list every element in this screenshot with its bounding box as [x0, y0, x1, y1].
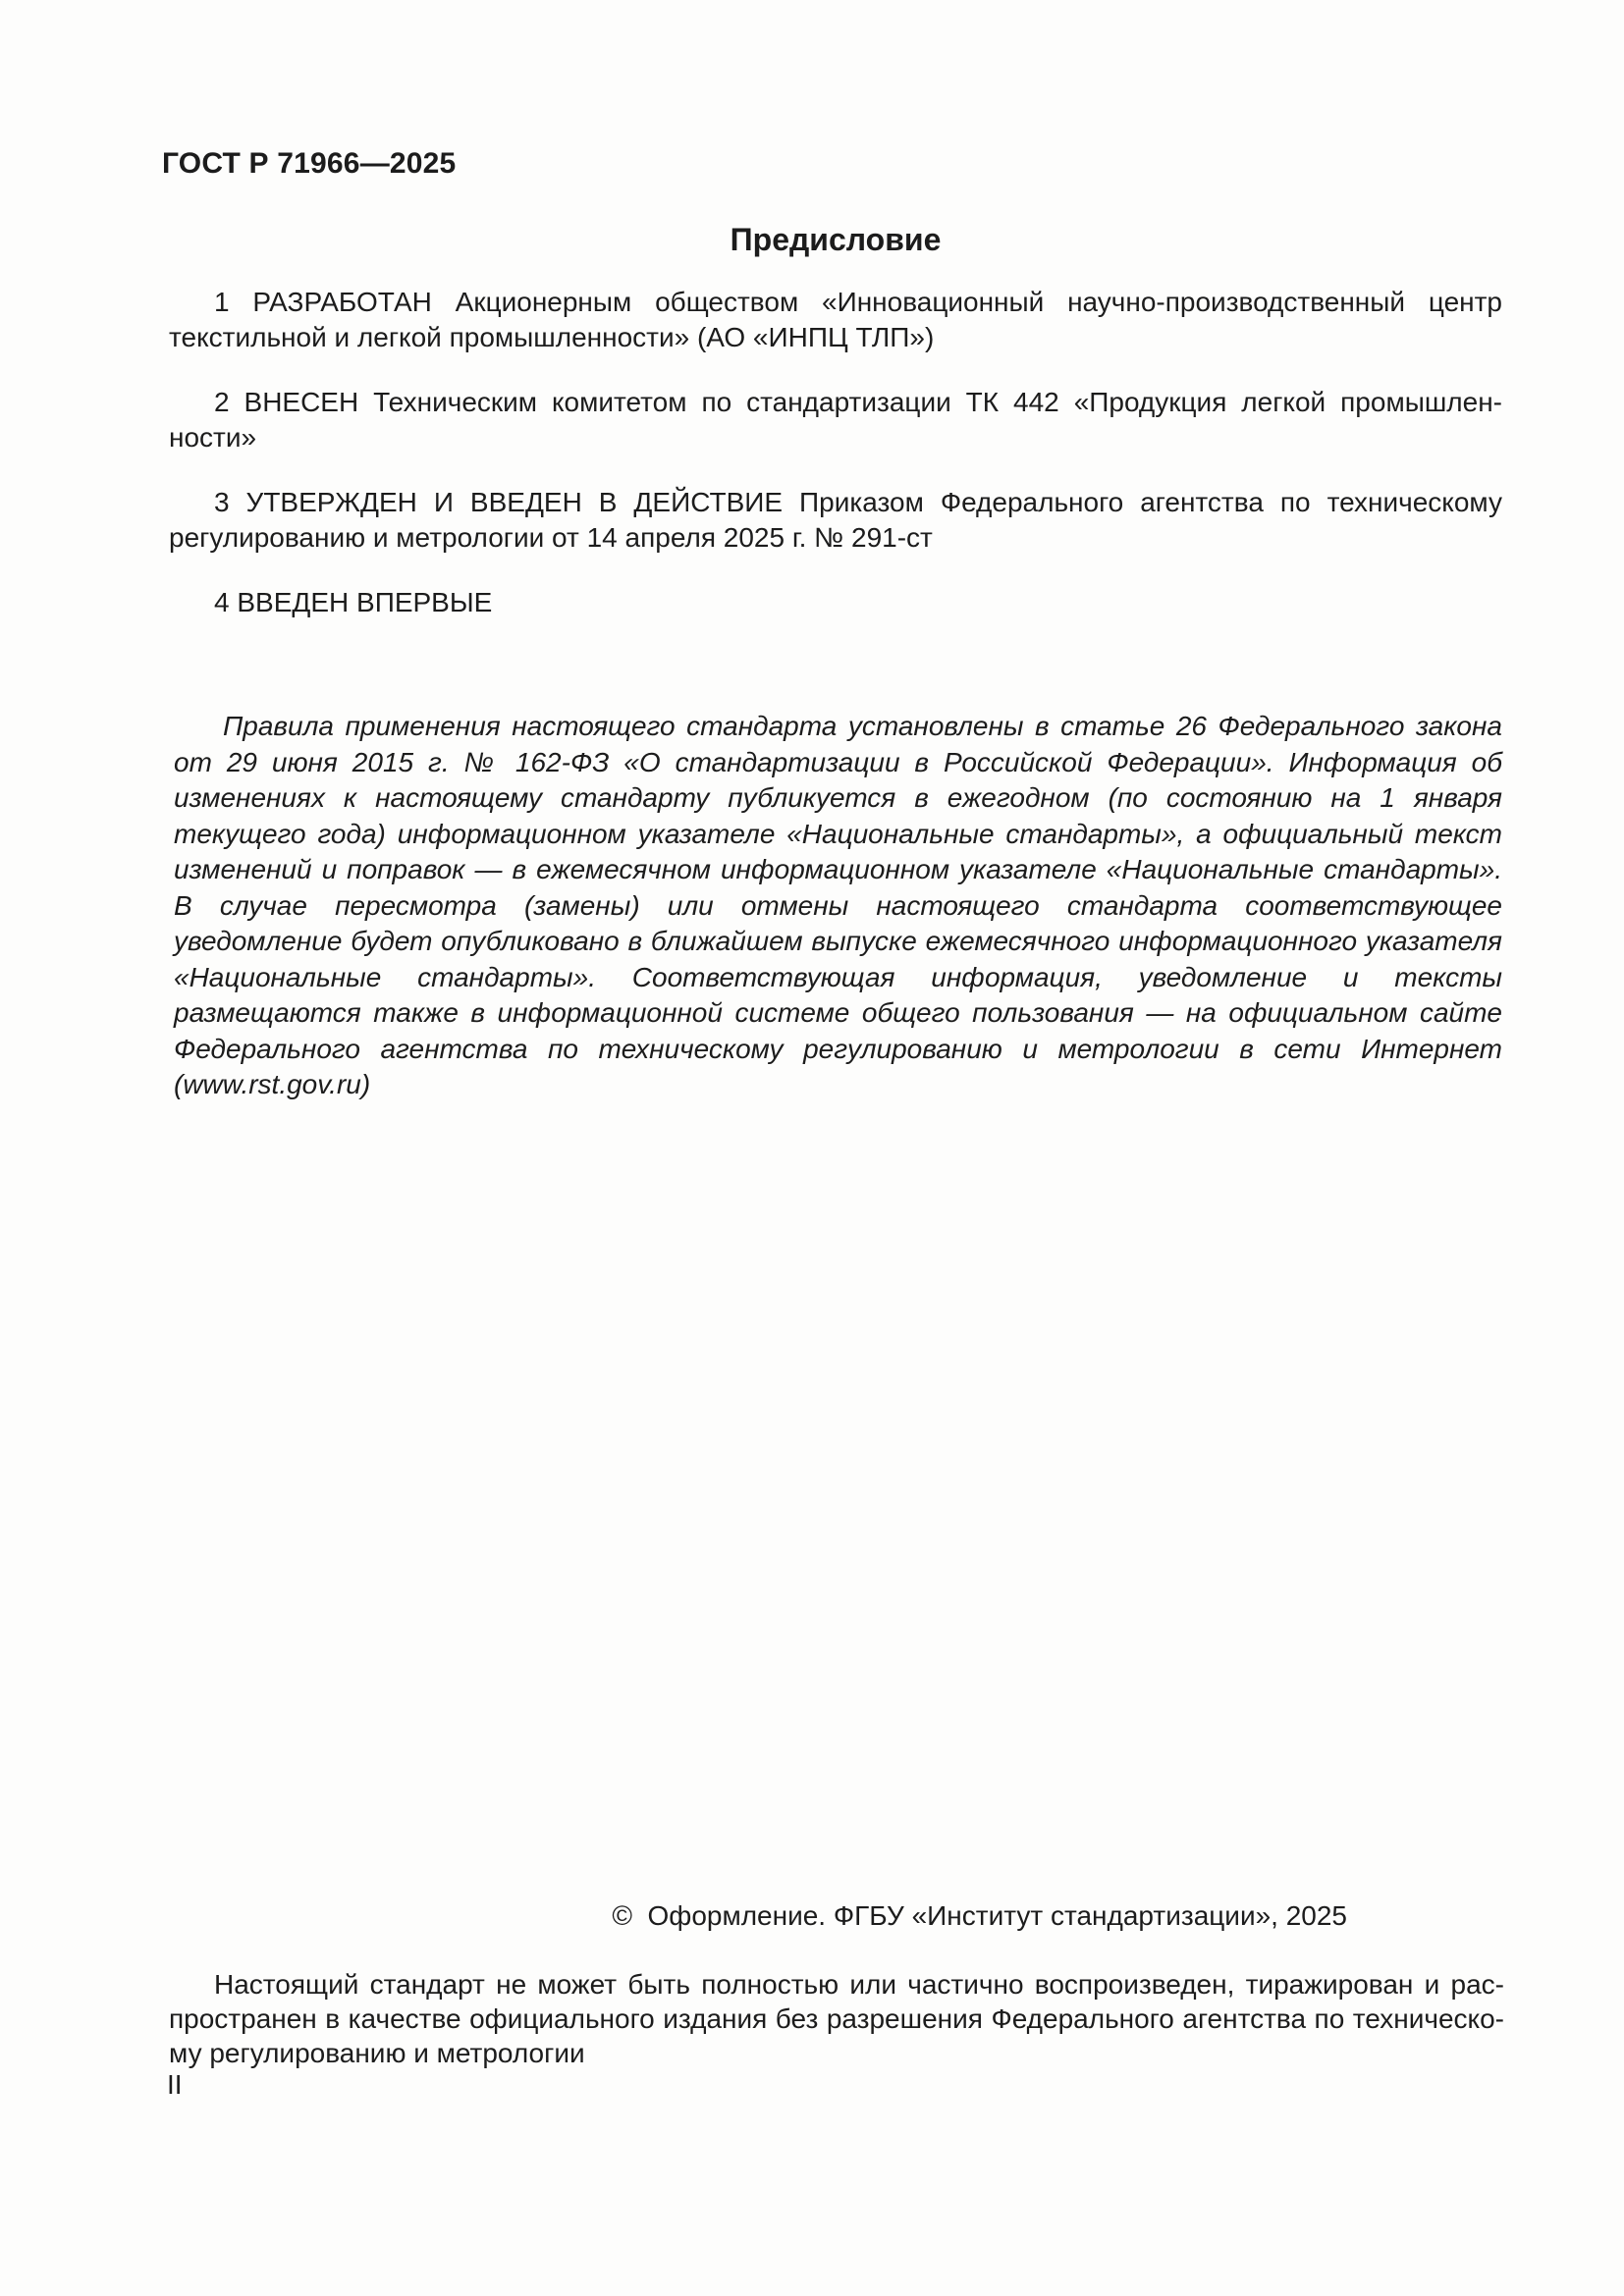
- foreword-title: Предисловие: [730, 222, 942, 257]
- foreword-paragraph-first-edition: 4 ВВЕДЕН ВПЕРВЫЕ: [214, 587, 493, 617]
- document-code: ГОСТ Р 71966—2025: [162, 147, 457, 180]
- foreword-paragraph-submitted: 2 ВНЕСЕН Техническим комитетом по стандартизации ТК 442 «Продукция легкой промышленности»: [169, 387, 1502, 453]
- page-number: II: [167, 2069, 183, 2100]
- copyright-notice: © Оформление. ФГБУ «Институт стандартизации», 2025: [612, 1900, 1347, 1931]
- foreword-paragraph-developed: 1 РАЗРАБОТАН Акционерным обществом «Инновационный научно-производственный центр текстильной и легкой промышленности» (АО «ИНПЦ ТЛП»): [169, 287, 1502, 352]
- foreword-paragraph-approved: 3 УТВЕРЖДЕН И ВВЕДЕН В ДЕЙСТВИЕ Приказом Федерального агентства по техническому регулированию и метрологии от 14 апреля 2025 г. № 291-ст: [169, 487, 1502, 553]
- reproduction-restriction-note: Настоящий стандарт не может быть полностью или частично воспроизведен, тиражирован и распространен в качестве официального издания без разрешения Федерального агентства по техническому регулированию и метрологии: [169, 1969, 1504, 2068]
- legal-application-note: Правила применения настоящего стандарта установлены в статье 26 Федерального закона от 29 июня 2015 г. № 162-ФЗ «О стандартизации в Российской Федерации». Информация об изменениях к настоящему стандарту публикуется в ежегодном (по состоянию на 1 января текущего года) информационном указателе «Национальные стандарты», а официальный текст изменений и поправок — в ежемесячном информационном указателе «Национальные стандарты». В случае пересмотра (замены) или отмены настоящего стандарта соответствующее уведомление будет опубликовано в ближайшем выпуске ежемесячного информационного указателя «Национальные стандарты». Соответствующая информация, уведомление и тексты размещаются также в информационной системе общего пользования — на официальном сайте Федерального агентства по техническому регулированию и метрологии в сети Интернет (www.rst.gov.ru): [174, 711, 1502, 1099]
- foreword-body: [169, 285, 1502, 650]
